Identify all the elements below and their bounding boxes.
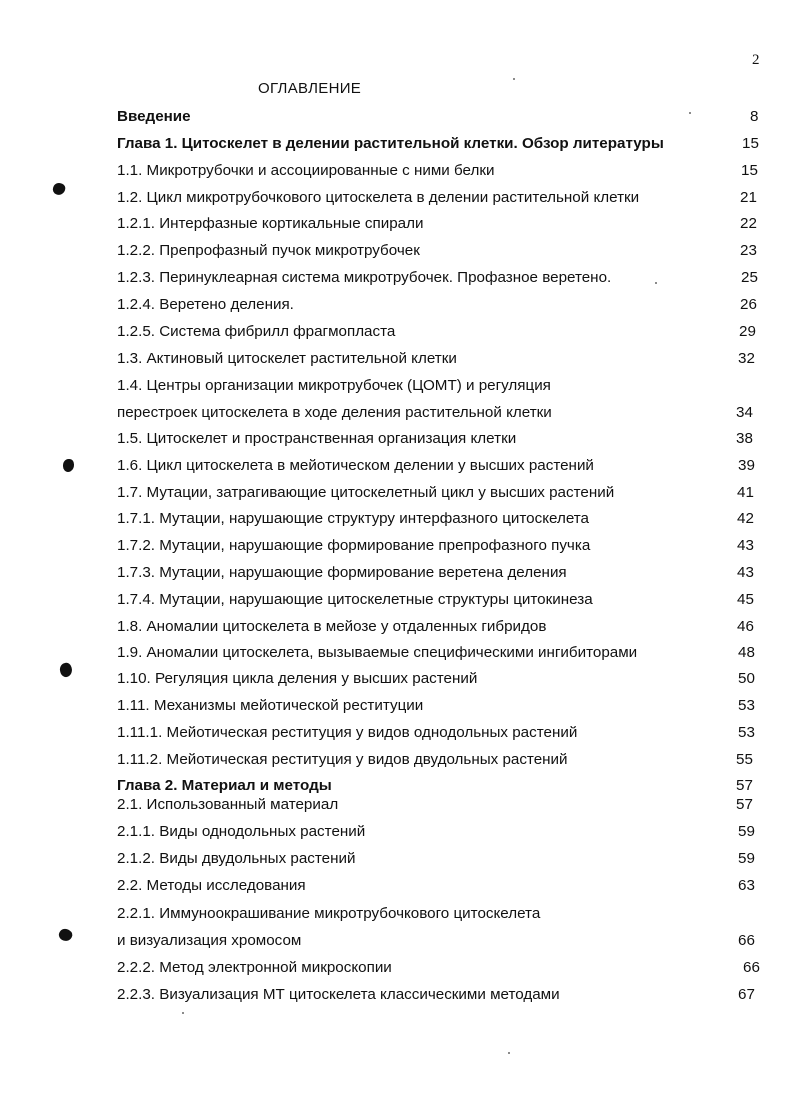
toc-entry-page: 21 — [740, 189, 757, 206]
toc-entry-label: 1.11.2. Мейотическая реституция у видов двудольных растений — [117, 751, 568, 768]
toc-entry-page: 63 — [738, 877, 755, 894]
scan-speck — [513, 78, 515, 80]
toc-entry-label: 1.5. Цитоскелет и пространственная организация клетки — [117, 430, 517, 447]
toc-entry-page: 32 — [738, 350, 755, 367]
toc-entry — [0, 376, 792, 396]
toc-entry-label: перестроек цитоскелета в ходе деления растительной клетки — [117, 404, 552, 421]
toc-entry-page: 41 — [737, 484, 754, 501]
toc-entry-label: 1.2.5. Система фибрилл фрагмопласта — [117, 323, 396, 340]
toc-entry-page: 29 — [739, 323, 756, 340]
toc-entry — [0, 483, 792, 503]
toc-entry-page: 59 — [738, 823, 755, 840]
toc-entry — [0, 429, 792, 449]
toc-entry-page: 67 — [738, 986, 755, 1003]
toc-entry-introduction — [0, 107, 792, 127]
toc-entry-label: 1.6. Цикл цитоскелета в мейотическом делении у высших растений — [117, 457, 594, 474]
toc-entry-page: 57 — [736, 777, 753, 794]
scan-speck — [508, 1052, 510, 1054]
toc-entry — [0, 849, 792, 869]
toc-entry-page: 59 — [738, 850, 755, 867]
toc-entry-chapter-1 — [0, 134, 792, 154]
toc-entry-label: 1.11.1. Мейотическая реституция у видов однодольных растений — [117, 724, 578, 741]
toc-entry-label: Глава 2. Материал и методы — [117, 777, 332, 794]
page-number: 2 — [752, 52, 760, 68]
toc-entry-page: 23 — [740, 242, 757, 259]
toc-entry — [0, 985, 792, 1005]
toc-entry-label: 2.1. Использованный материал — [117, 796, 339, 813]
toc-entry — [0, 643, 792, 663]
toc-entry — [0, 876, 792, 896]
toc-entry — [0, 268, 792, 288]
toc-entry — [0, 669, 792, 689]
toc-entry-label: 1.4. Центры организации микротрубочек (ЦОМТ) и регуляция — [117, 377, 551, 394]
toc-entry-page: 26 — [740, 296, 757, 313]
toc-entry — [0, 295, 792, 315]
toc-entry-label: 2.1.1. Виды однодольных растений — [117, 823, 366, 840]
toc-entry-page: 66 — [743, 959, 760, 976]
toc-entry-page: 15 — [742, 135, 759, 152]
toc-entry-label: Введение — [117, 108, 191, 125]
toc-entry-page: 22 — [740, 215, 757, 232]
toc-entry-page: 66 — [738, 932, 755, 949]
toc-entry-label: 2.2.3. Визуализация МТ цитоскелета классическими методами — [117, 986, 560, 1003]
toc-entry-label: 1.7.3. Мутации, нарушающие формирование веретена деления — [117, 564, 567, 581]
toc-title: ОГЛАВЛЕНИЕ — [258, 80, 362, 97]
toc-entry-label: 1.2.1. Интерфазные кортикальные спирали — [117, 215, 424, 232]
toc-entry-page: 53 — [738, 724, 755, 741]
toc-entry — [0, 822, 792, 842]
toc-entry-label: 1.2.2. Препрофазный пучок микротрубочек — [117, 242, 420, 259]
toc-entry — [0, 509, 792, 529]
toc-entry-page: 38 — [736, 430, 753, 447]
toc-entry-page: 53 — [738, 697, 755, 714]
toc-entry — [0, 931, 792, 951]
toc-entry-label: 2.1.2. Виды двудольных растений — [117, 850, 356, 867]
toc-entry-label: 1.7.4. Мутации, нарушающие цитоскелетные структуры цитокинеза — [117, 591, 593, 608]
toc-entry — [0, 617, 792, 637]
toc-entry — [0, 322, 792, 342]
toc-entry — [0, 349, 792, 369]
toc-entry-label: 1.3. Актиновый цитоскелет растительной клетки — [117, 350, 457, 367]
toc-entry-page: 57 — [736, 796, 753, 813]
toc-entry-label: 1.2.3. Перинуклеарная система микротрубочек. Профазное веретено. — [117, 269, 612, 286]
toc-entry — [0, 696, 792, 716]
toc-entry — [0, 188, 792, 208]
scan-speck — [655, 282, 657, 284]
toc-entry-page: 15 — [741, 162, 758, 179]
toc-entry-label: 1.10. Регуляция цикла деления у высших растений — [117, 670, 478, 687]
toc-entry-label: 1.7. Мутации, затрагивающие цитоскелетный цикл у высших растений — [117, 484, 615, 501]
toc-entry-page: 45 — [737, 591, 754, 608]
toc-entry-label: 1.7.2. Мутации, нарушающие формирование препрофазного пучка — [117, 537, 591, 554]
toc-entry — [0, 241, 792, 261]
toc-entry-page: 34 — [736, 404, 753, 421]
toc-entry — [0, 958, 792, 978]
toc-entry — [0, 536, 792, 556]
toc-entry-label: 1.2.4. Веретено деления. — [117, 296, 294, 313]
toc-entry-page: 25 — [741, 269, 758, 286]
toc-entry-label: 1.11. Механизмы мейотической реституции — [117, 697, 424, 714]
toc-entry-page: 42 — [737, 510, 754, 527]
toc-entry-label: и визуализация хромосом — [117, 932, 302, 949]
toc-entry-page: 50 — [738, 670, 755, 687]
toc-entry-label: 2.2.2. Метод электронной микроскопии — [117, 959, 392, 976]
toc-entry — [0, 563, 792, 583]
toc-entry-label: 1.1. Микротрубочки и ассоциированные с ними белки — [117, 162, 495, 179]
toc-entry-label: Глава 1. Цитоскелет в делении растительной клетки. Обзор литературы — [117, 135, 664, 152]
toc-entry-label: 2.2. Методы исследования — [117, 877, 306, 894]
scan-speck — [689, 112, 691, 114]
toc-entry-chapter-2 — [0, 776, 792, 796]
toc-entry — [0, 904, 792, 924]
toc-entry-page: 8 — [750, 108, 759, 125]
toc-entry — [0, 723, 792, 743]
toc-entry — [0, 161, 792, 181]
toc-entry-page: 46 — [737, 618, 754, 635]
toc-entry — [0, 590, 792, 610]
scan-speck — [182, 1012, 184, 1014]
toc-entry-label: 1.8. Аномалии цитоскелета в мейозе у отдаленных гибридов — [117, 618, 547, 635]
toc-entry-page: 55 — [736, 751, 753, 768]
toc-entry — [0, 403, 792, 423]
toc-entry-label: 2.2.1. Иммуноокрашивание микротрубочкового цитоскелета — [117, 905, 541, 922]
toc-entry-label: 1.9. Аномалии цитоскелета, вызываемые специфическими ингибиторами — [117, 644, 638, 661]
toc-entry — [0, 214, 792, 234]
toc-entry-label: 1.2. Цикл микротрубочкового цитоскелета в делении растительной клетки — [117, 189, 640, 206]
toc-entry — [0, 456, 792, 476]
toc-entry-page: 43 — [737, 537, 754, 554]
toc-entry-label: 1.7.1. Мутации, нарушающие структуру интерфазного цитоскелета — [117, 510, 590, 527]
toc-entry-page: 43 — [737, 564, 754, 581]
toc-entry-page: 48 — [738, 644, 755, 661]
toc-entry-page: 39 — [738, 457, 755, 474]
toc-entry — [0, 795, 792, 815]
toc-entry — [0, 750, 792, 770]
